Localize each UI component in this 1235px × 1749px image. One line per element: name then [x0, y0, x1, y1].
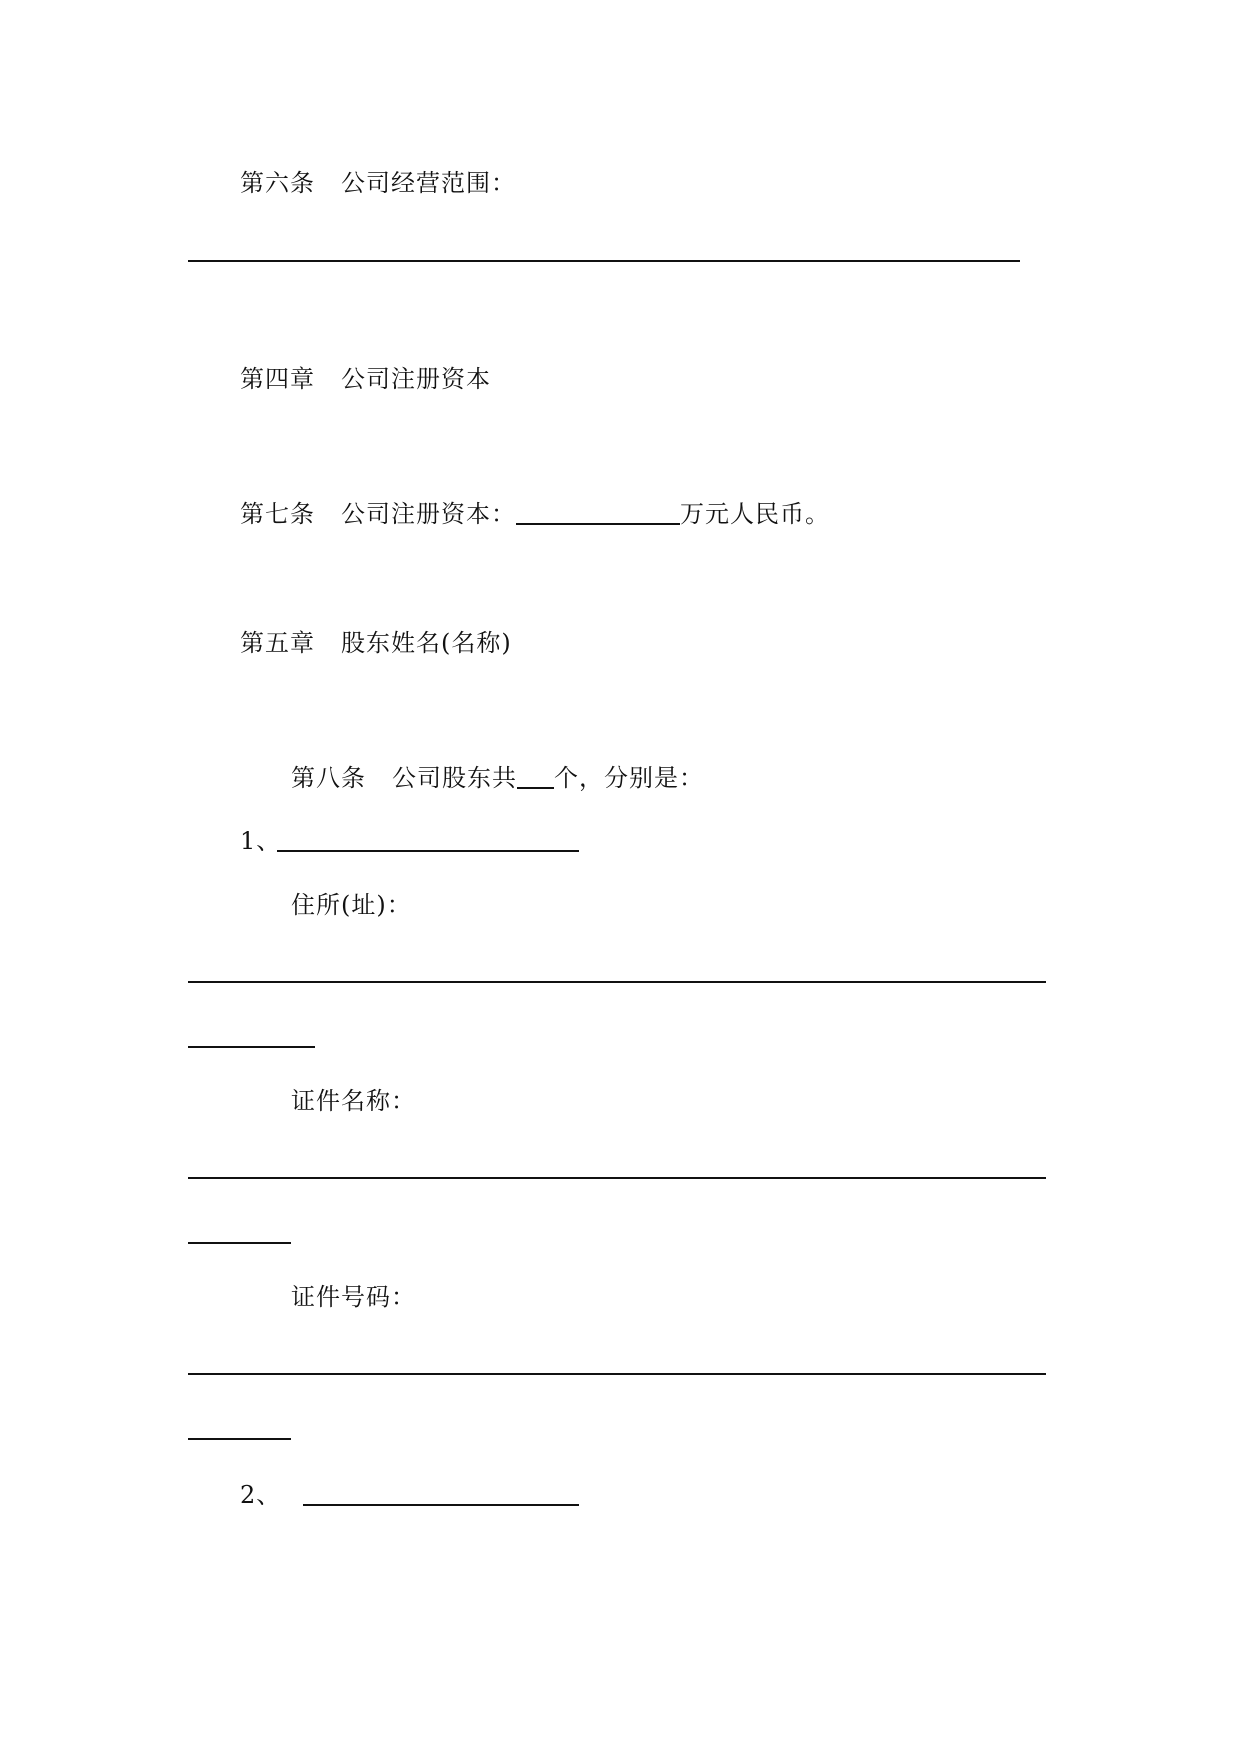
shareholder-count-blank[interactable] — [517, 763, 554, 789]
article-6-label: 第六条 — [240, 169, 315, 197]
article-7-label: 第七条 — [240, 500, 315, 528]
chapter-4-title: 公司注册资本 — [341, 365, 491, 393]
shareholder-1-number: 1、 — [240, 827, 282, 855]
article-6 — [240, 168, 516, 198]
shareholder-1-id-number-blank-continued[interactable] — [188, 1438, 291, 1440]
shareholder-1-address-blank-continued[interactable] — [188, 1046, 315, 1048]
business-scope-blank[interactable] — [188, 260, 1020, 262]
shareholder-1-id-name-label: 证件名称： — [291, 1087, 416, 1115]
chapter-4-heading — [240, 364, 491, 394]
shareholder-1-id-name-blank[interactable] — [188, 1177, 1046, 1179]
shareholder-1-address-blank[interactable] — [188, 981, 1046, 983]
shareholder-1-id-number-label: 证件号码： — [291, 1283, 416, 1311]
registered-capital-blank[interactable] — [516, 499, 680, 525]
article-8 — [291, 760, 704, 793]
chapter-5-label: 第五章 — [240, 629, 315, 657]
shareholder-2-name-blank[interactable] — [303, 1504, 579, 1506]
article-8-text-before: 公司股东共 — [392, 764, 517, 792]
article-7-text-after: 万元人民币。 — [680, 500, 830, 528]
article-8-text-after: 个，分别是： — [554, 764, 704, 792]
shareholder-1-id-name-blank-continued[interactable] — [188, 1242, 291, 1244]
chapter-4-label: 第四章 — [240, 365, 315, 393]
shareholder-2-number: 2、 — [240, 1481, 282, 1509]
shareholder-1-name-blank[interactable] — [277, 850, 579, 852]
chapter-5-heading — [240, 628, 512, 658]
article-7 — [240, 496, 830, 529]
chapter-5-title: 股东姓名(名称) — [341, 629, 512, 657]
article-6-text: 公司经营范围： — [341, 169, 516, 197]
shareholder-1-id-number-blank[interactable] — [188, 1373, 1046, 1375]
shareholder-1-address-label: 住所(址)： — [291, 891, 412, 919]
article-7-text-before: 公司注册资本： — [341, 500, 516, 528]
article-8-label: 第八条 — [291, 764, 366, 792]
